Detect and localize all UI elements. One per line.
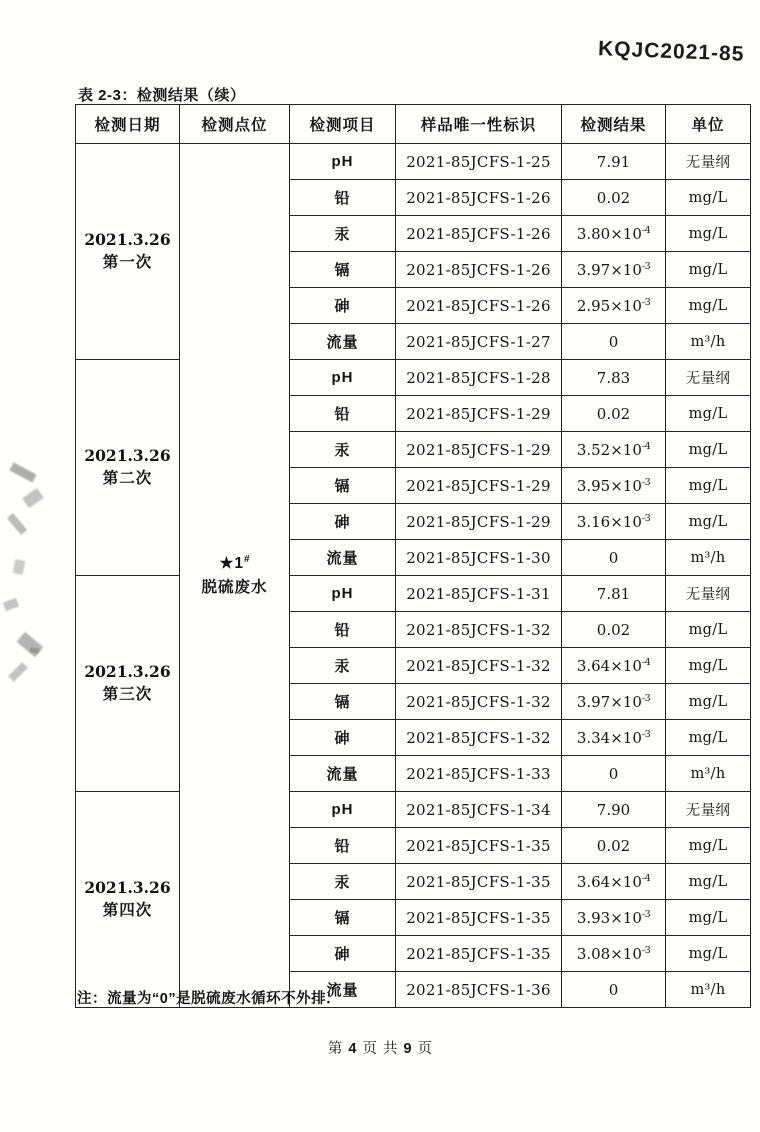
sample-id-cell: 2021-85JCFS-1-35 — [396, 864, 562, 900]
sample-id-cell: 2021-85JCFS-1-31 — [396, 576, 562, 612]
sequence-text: 第二次 — [102, 469, 153, 487]
item-cell: 铅 — [290, 180, 396, 216]
result-cell: $3.34\times 10^{-3}$ — [562, 720, 666, 756]
date-text: 2021.3.26 — [84, 662, 171, 682]
result-cell: $3.97\times 10^{-3}$ — [562, 252, 666, 288]
unit-cell: mg/L — [666, 396, 751, 432]
doc-number: KQJC2021-85 — [597, 37, 745, 66]
item-cell: 汞 — [290, 216, 396, 252]
unit-cell: mg/L — [666, 288, 751, 324]
item-cell: 镉 — [290, 900, 396, 936]
item-cell: pH — [290, 360, 396, 396]
item-cell: 流量 — [290, 756, 396, 792]
unit-cell: mg/L — [666, 504, 751, 540]
date-text: 2021.3.26 — [84, 230, 171, 250]
table-caption: 表 2-3：检测结果（续） — [78, 87, 246, 104]
unit-cell: 无量纲 — [666, 360, 751, 396]
sample-id-cell: 2021-85JCFS-1-29 — [396, 396, 562, 432]
sample-id-cell: 2021-85JCFS-1-28 — [396, 360, 562, 396]
results-table — [75, 104, 751, 1008]
item-cell: 砷 — [290, 720, 396, 756]
result-cell: 0.02 — [562, 180, 666, 216]
sequence-text: 第一次 — [102, 253, 153, 271]
sample-id-cell: 2021-85JCFS-1-26 — [396, 180, 562, 216]
result-cell: 0.02 — [562, 396, 666, 432]
result-cell: 0 — [562, 972, 666, 1008]
item-cell: 砷 — [290, 288, 396, 324]
result-cell: $3.64\times 10^{-4}$ — [562, 864, 666, 900]
sample-id-cell: 2021-85JCFS-1-33 — [396, 756, 562, 792]
sample-id-cell: 2021-85JCFS-1-30 — [396, 540, 562, 576]
date-cell — [76, 144, 180, 360]
sample-id-cell: 2021-85JCFS-1-25 — [396, 144, 562, 180]
unit-cell: mg/L — [666, 828, 751, 864]
result-cell: $3.52\times 10^{-4}$ — [562, 432, 666, 468]
date-cell — [76, 792, 180, 1008]
result-cell: 7.81 — [562, 576, 666, 612]
result-cell: 7.83 — [562, 360, 666, 396]
unit-cell: mg/L — [666, 648, 751, 684]
unit-cell: mg/L — [666, 864, 751, 900]
scan-artifact — [17, 632, 44, 657]
result-cell: 0.02 — [562, 828, 666, 864]
item-cell: pH — [290, 792, 396, 828]
result-cell: $3.16\times 10^{-3}$ — [562, 504, 666, 540]
sample-id-cell: 2021-85JCFS-1-27 — [396, 324, 562, 360]
unit-cell: mg/L — [666, 936, 751, 972]
sample-id-cell: 2021-85JCFS-1-26 — [396, 216, 562, 252]
col-header-item: 检测项目 — [290, 105, 396, 144]
result-cell: 7.91 — [562, 144, 666, 180]
location-point: ★1# — [219, 554, 250, 573]
location-cell — [180, 144, 290, 1008]
col-header-date: 检测日期 — [76, 105, 180, 144]
col-header-sample-id: 样品唯一性标识 — [396, 105, 562, 144]
scan-artifact — [3, 598, 19, 611]
location-name: 脱硫废水 — [201, 578, 268, 596]
item-cell: 汞 — [290, 864, 396, 900]
sample-id-cell: 2021-85JCFS-1-32 — [396, 612, 562, 648]
item-cell: 流量 — [290, 324, 396, 360]
unit-cell: mg/L — [666, 720, 751, 756]
unit-cell: m³/h — [666, 972, 751, 1008]
col-header-location: 检测点位 — [180, 105, 290, 144]
unit-cell: mg/L — [666, 252, 751, 288]
result-cell: $3.64\times 10^{-4}$ — [562, 648, 666, 684]
sample-id-cell: 2021-85JCFS-1-29 — [396, 432, 562, 468]
item-cell: 砷 — [290, 504, 396, 540]
result-cell: 0.02 — [562, 612, 666, 648]
item-cell: 砷 — [290, 936, 396, 972]
unit-cell: mg/L — [666, 180, 751, 216]
result-cell: 0 — [562, 756, 666, 792]
date-text: 2021.3.26 — [84, 878, 171, 898]
unit-cell: 无量纲 — [666, 144, 751, 180]
table-row — [76, 576, 751, 612]
sample-id-cell: 2021-85JCFS-1-32 — [396, 648, 562, 684]
sample-id-cell: 2021-85JCFS-1-29 — [396, 504, 562, 540]
result-cell: $3.95\times 10^{-3}$ — [562, 468, 666, 504]
location-sup: # — [243, 554, 250, 566]
unit-cell: mg/L — [666, 432, 751, 468]
result-cell: 0 — [562, 540, 666, 576]
sample-id-cell: 2021-85JCFS-1-35 — [396, 900, 562, 936]
item-cell: pH — [290, 576, 396, 612]
item-cell: 镉 — [290, 468, 396, 504]
result-cell: $3.97\times 10^{-3}$ — [562, 684, 666, 720]
date-cell — [76, 360, 180, 576]
result-cell: 0 — [562, 324, 666, 360]
date-cell — [76, 576, 180, 792]
unit-cell: m³/h — [666, 540, 751, 576]
sample-id-cell: 2021-85JCFS-1-26 — [396, 288, 562, 324]
item-cell: 流量 — [290, 972, 396, 1008]
result-cell: $3.08\times 10^{-3}$ — [562, 936, 666, 972]
unit-cell: mg/L — [666, 900, 751, 936]
item-cell: 铅 — [290, 612, 396, 648]
scan-artifact — [22, 488, 44, 508]
item-cell: 镉 — [290, 252, 396, 288]
sample-id-cell: 2021-85JCFS-1-26 — [396, 252, 562, 288]
unit-cell: m³/h — [666, 324, 751, 360]
sequence-text: 第三次 — [102, 685, 153, 703]
unit-cell: m³/h — [666, 756, 751, 792]
page-number: 第 4 页 共 9 页 — [327, 1041, 433, 1057]
table-row — [76, 792, 751, 828]
sample-id-cell: 2021-85JCFS-1-32 — [396, 684, 562, 720]
unit-cell: 无量纲 — [666, 792, 751, 828]
item-cell: 铅 — [290, 828, 396, 864]
item-cell: 流量 — [290, 540, 396, 576]
scan-artifact — [9, 462, 36, 482]
result-cell: $3.93\times 10^{-3}$ — [562, 900, 666, 936]
unit-cell: mg/L — [666, 684, 751, 720]
sequence-text: 第四次 — [102, 901, 153, 919]
table-row — [76, 360, 751, 396]
footnote: 注：流量为“0”是脱硫废水循环不外排． — [77, 991, 342, 1007]
item-cell: pH — [290, 144, 396, 180]
scan-artifact — [8, 662, 28, 682]
result-cell: $2.95\times 10^{-3}$ — [562, 288, 666, 324]
col-header-result: 检测结果 — [562, 105, 666, 144]
table-row — [76, 144, 751, 180]
result-cell: $3.80\times 10^{-4}$ — [562, 216, 666, 252]
sample-id-cell: 2021-85JCFS-1-35 — [396, 828, 562, 864]
col-header-unit: 单位 — [666, 105, 751, 144]
scan-artifact — [7, 513, 27, 535]
unit-cell: 无量纲 — [666, 576, 751, 612]
sample-id-cell: 2021-85JCFS-1-32 — [396, 720, 562, 756]
unit-cell: mg/L — [666, 216, 751, 252]
sample-id-cell: 2021-85JCFS-1-29 — [396, 468, 562, 504]
unit-cell: mg/L — [666, 468, 751, 504]
sample-id-cell: 2021-85JCFS-1-36 — [396, 972, 562, 1008]
item-cell: 汞 — [290, 648, 396, 684]
unit-cell: mg/L — [666, 612, 751, 648]
item-cell: 汞 — [290, 432, 396, 468]
sample-id-cell: 2021-85JCFS-1-35 — [396, 936, 562, 972]
result-cell: 7.90 — [562, 792, 666, 828]
sample-id-cell: 2021-85JCFS-1-34 — [396, 792, 562, 828]
header-row — [76, 105, 751, 144]
scan-artifact — [13, 559, 26, 575]
date-text: 2021.3.26 — [84, 446, 171, 466]
item-cell: 铅 — [290, 396, 396, 432]
item-cell: 镉 — [290, 684, 396, 720]
